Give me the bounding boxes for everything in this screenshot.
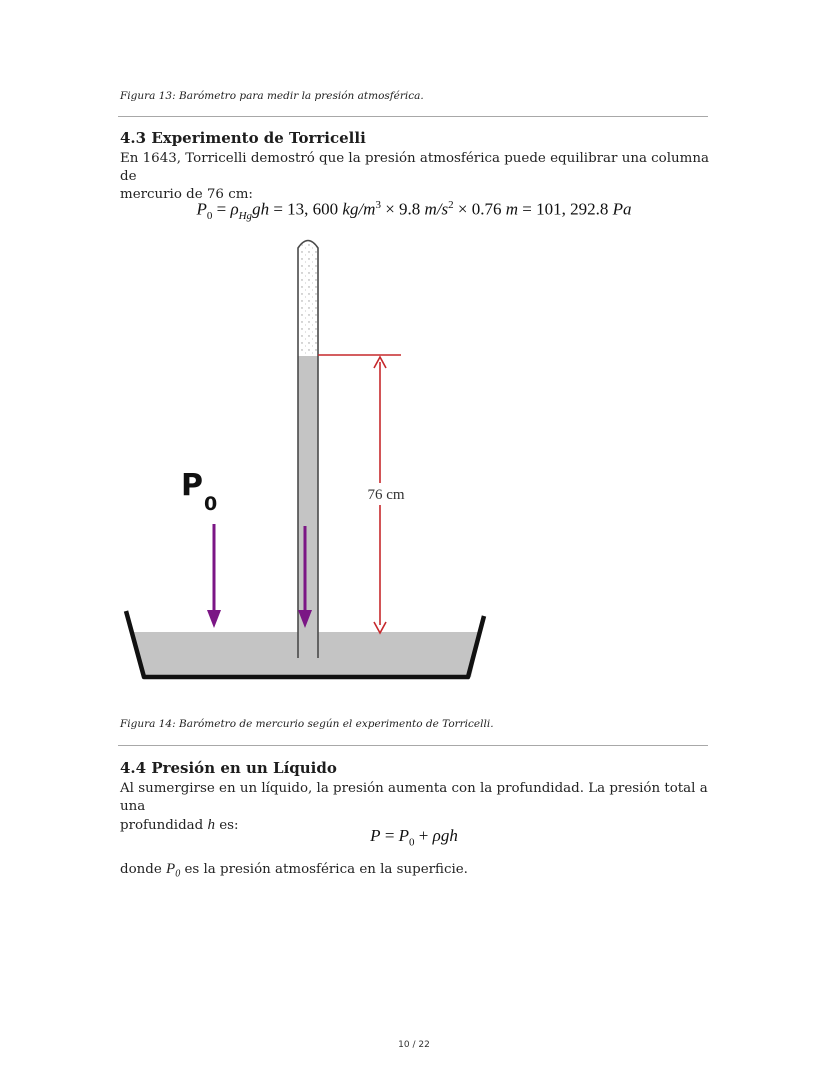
eq-text: × 0.76	[453, 199, 506, 219]
eq-operator: =	[380, 826, 399, 845]
p0-main: P	[181, 468, 203, 503]
eq-unit: Pa	[612, 199, 632, 219]
section-4-3-paragraph	[120, 150, 710, 204]
text-span: es la presión atmosférica en la superficie.	[180, 862, 468, 877]
eq-text: × 9.8	[380, 199, 425, 219]
paragraph-line: En 1643, Torricelli demostró que la presión atmosférica puede equilibrar una columna de	[120, 151, 709, 184]
p0-subscript: 0	[204, 493, 218, 515]
torricelli-barometer-diagram	[118, 236, 498, 686]
eq-operator: =	[212, 199, 231, 219]
eq-text: = 13, 600	[269, 199, 343, 219]
eq-unit: m/s	[424, 199, 449, 219]
page-number: 10 / 22	[398, 1040, 430, 1050]
eq-symbol: P	[196, 199, 207, 219]
torricelli-equation	[0, 199, 828, 222]
math-var: h	[207, 817, 215, 833]
paragraph-line: Al sumergirse en un líquido, la presión aumenta con la profundidad. La presión total a una	[120, 781, 708, 814]
eq-subscript: 0	[409, 836, 415, 849]
text-span: donde	[120, 862, 167, 877]
figure-13-caption: Figura 13: Barómetro para medir la presión atmosférica.	[120, 90, 424, 102]
eq-symbol: gh	[252, 199, 270, 219]
p0-label	[181, 468, 217, 515]
section-4-4-heading: 4.4 Presión en un Líquido	[120, 759, 337, 777]
figure-14-caption: Figura 14: Barómetro de mercurio según el experimento de Torricelli.	[120, 718, 494, 730]
section-4-4-note	[120, 860, 710, 884]
pressure-arrow-head-icon	[207, 610, 221, 628]
math-subscript: 0	[175, 868, 181, 880]
eq-operator: +	[414, 826, 433, 845]
vacuum-region	[299, 242, 317, 356]
eq-subscript: 0	[206, 210, 213, 223]
text-span: profundidad	[120, 818, 208, 833]
height-label: 76 cm	[367, 487, 405, 503]
eq-text: = 101, 292.8	[518, 199, 613, 219]
eq-symbol: ρ	[230, 199, 239, 219]
eq-symbol: P	[370, 826, 381, 845]
text-span: es:	[214, 818, 239, 833]
caption-divider	[118, 745, 708, 746]
eq-subscript: Hg	[238, 210, 253, 223]
eq-unit: kg/m	[342, 199, 376, 219]
eq-superscript: 3	[375, 199, 381, 211]
eq-symbol: gh	[440, 826, 458, 845]
math-var: P	[166, 861, 176, 877]
eq-superscript: 2	[448, 199, 454, 211]
eq-unit: m	[505, 199, 519, 219]
eq-symbol: ρ	[432, 826, 441, 845]
paragraph-line: mercurio de 76 cm:	[120, 187, 253, 202]
section-4-3-heading: 4.3 Experimento de Torricelli	[120, 129, 366, 147]
pressure-depth-equation	[0, 826, 828, 848]
eq-symbol: P	[398, 826, 410, 845]
caption-divider	[118, 116, 708, 117]
